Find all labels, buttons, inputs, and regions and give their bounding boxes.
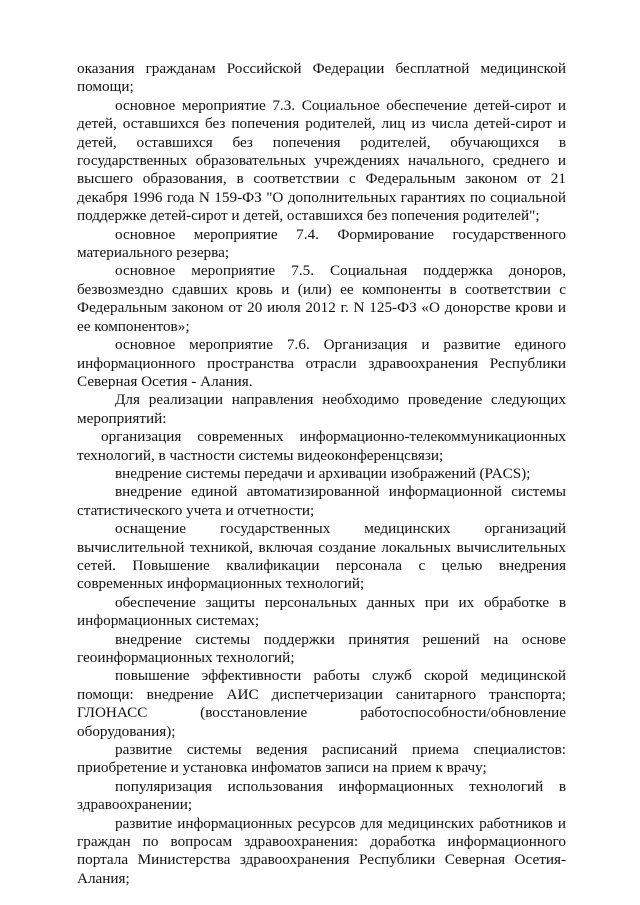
paragraph-measure-7-4: основное мероприятие 7.4. Формирование государственного материального резерва; xyxy=(77,225,566,262)
list-item-videoconference: организация современных информационно-телекоммуникационных технологий, в частности системы видеоконференцсвязи; xyxy=(77,428,566,464)
list-item-personal-data-protection: обеспечение защиты персональных данных при их обработке в информационных системах; xyxy=(77,593,566,630)
list-item-statistics-system: внедрение единой автоматизированной информационной системы статистического учета и отчетности; xyxy=(77,483,566,519)
list-item-decision-support: внедрение системы поддержки принятия решений на основе геоинформационных технологий; xyxy=(77,630,566,666)
paragraph-measure-7-6: основное мероприятие 7.6. Организация и развитие единого информационного пространства отрасли здравоохранения Республики Северная Осетия - Алания. xyxy=(77,336,566,390)
paragraph-measure-7-3: основное мероприятие 7.3. Социальное обеспечение детей-сирот и детей, оставшихся без попечения родителей, лиц из числа детей-сирот и детей, оставшихся без попечения родителей, обучающихся в государственных образовательных учреждениях начального, среднего и высшего образования, в соответствии с Федеральным законом от 21 декабря 1996 года N 159-ФЗ "О дополнительных гарантиях по социальной поддержке детей-сирот и детей, оставшихся без попечения родителей"; xyxy=(77,96,566,225)
paragraph-measure-7-5: основное мероприятие 7.5. Социальная поддержка доноров, безвозмездно сдавших кровь и (или) ее компоненты в соответствии с Федеральным законом от 20 июля 2012 г. N 125-ФЗ «О донорстве крови и ее компонентов»; xyxy=(77,262,566,335)
paragraph-measures-intro: Для реализации направления необходимо проведение следующих мероприятий: xyxy=(77,391,566,427)
list-item-it-popularization: популяризация использования информационных технологий в здравоохранении; xyxy=(77,777,566,814)
list-item-computer-equipment: оснащение государственных медицинских организаций вычислительной техникой, включая создание локальных вычислительных сетей. Повышение квалификации персонала с целью внедрения современных информационных технологий; xyxy=(77,520,566,593)
document-page xyxy=(77,60,566,888)
list-item-information-resources: развитие информационных ресурсов для медицинских работников и граждан по вопросам здравоохранения: доработка информационного портала Министерства здравоохранения Республики Северная Осетия-Алания; xyxy=(77,814,566,887)
list-item-appointment-schedule: развитие системы ведения расписаний приема специалистов: приобретение и установка инфоматов записи на прием к врачу; xyxy=(77,741,566,777)
paragraph-medical-aid-continuation: оказания гражданам Российской Федерации бесплатной медицинской помощи; xyxy=(77,60,566,96)
list-item-pacs: внедрение системы передачи и архивации изображений (PACS); xyxy=(115,464,531,482)
list-item-ambulance-efficiency: повышение эффективности работы служб скорой медицинской помощи: внедрение АИС диспетчеризации санитарного транспорта; ГЛОНАСС (восстановление работоспособности/обновление оборудования); xyxy=(77,667,566,740)
